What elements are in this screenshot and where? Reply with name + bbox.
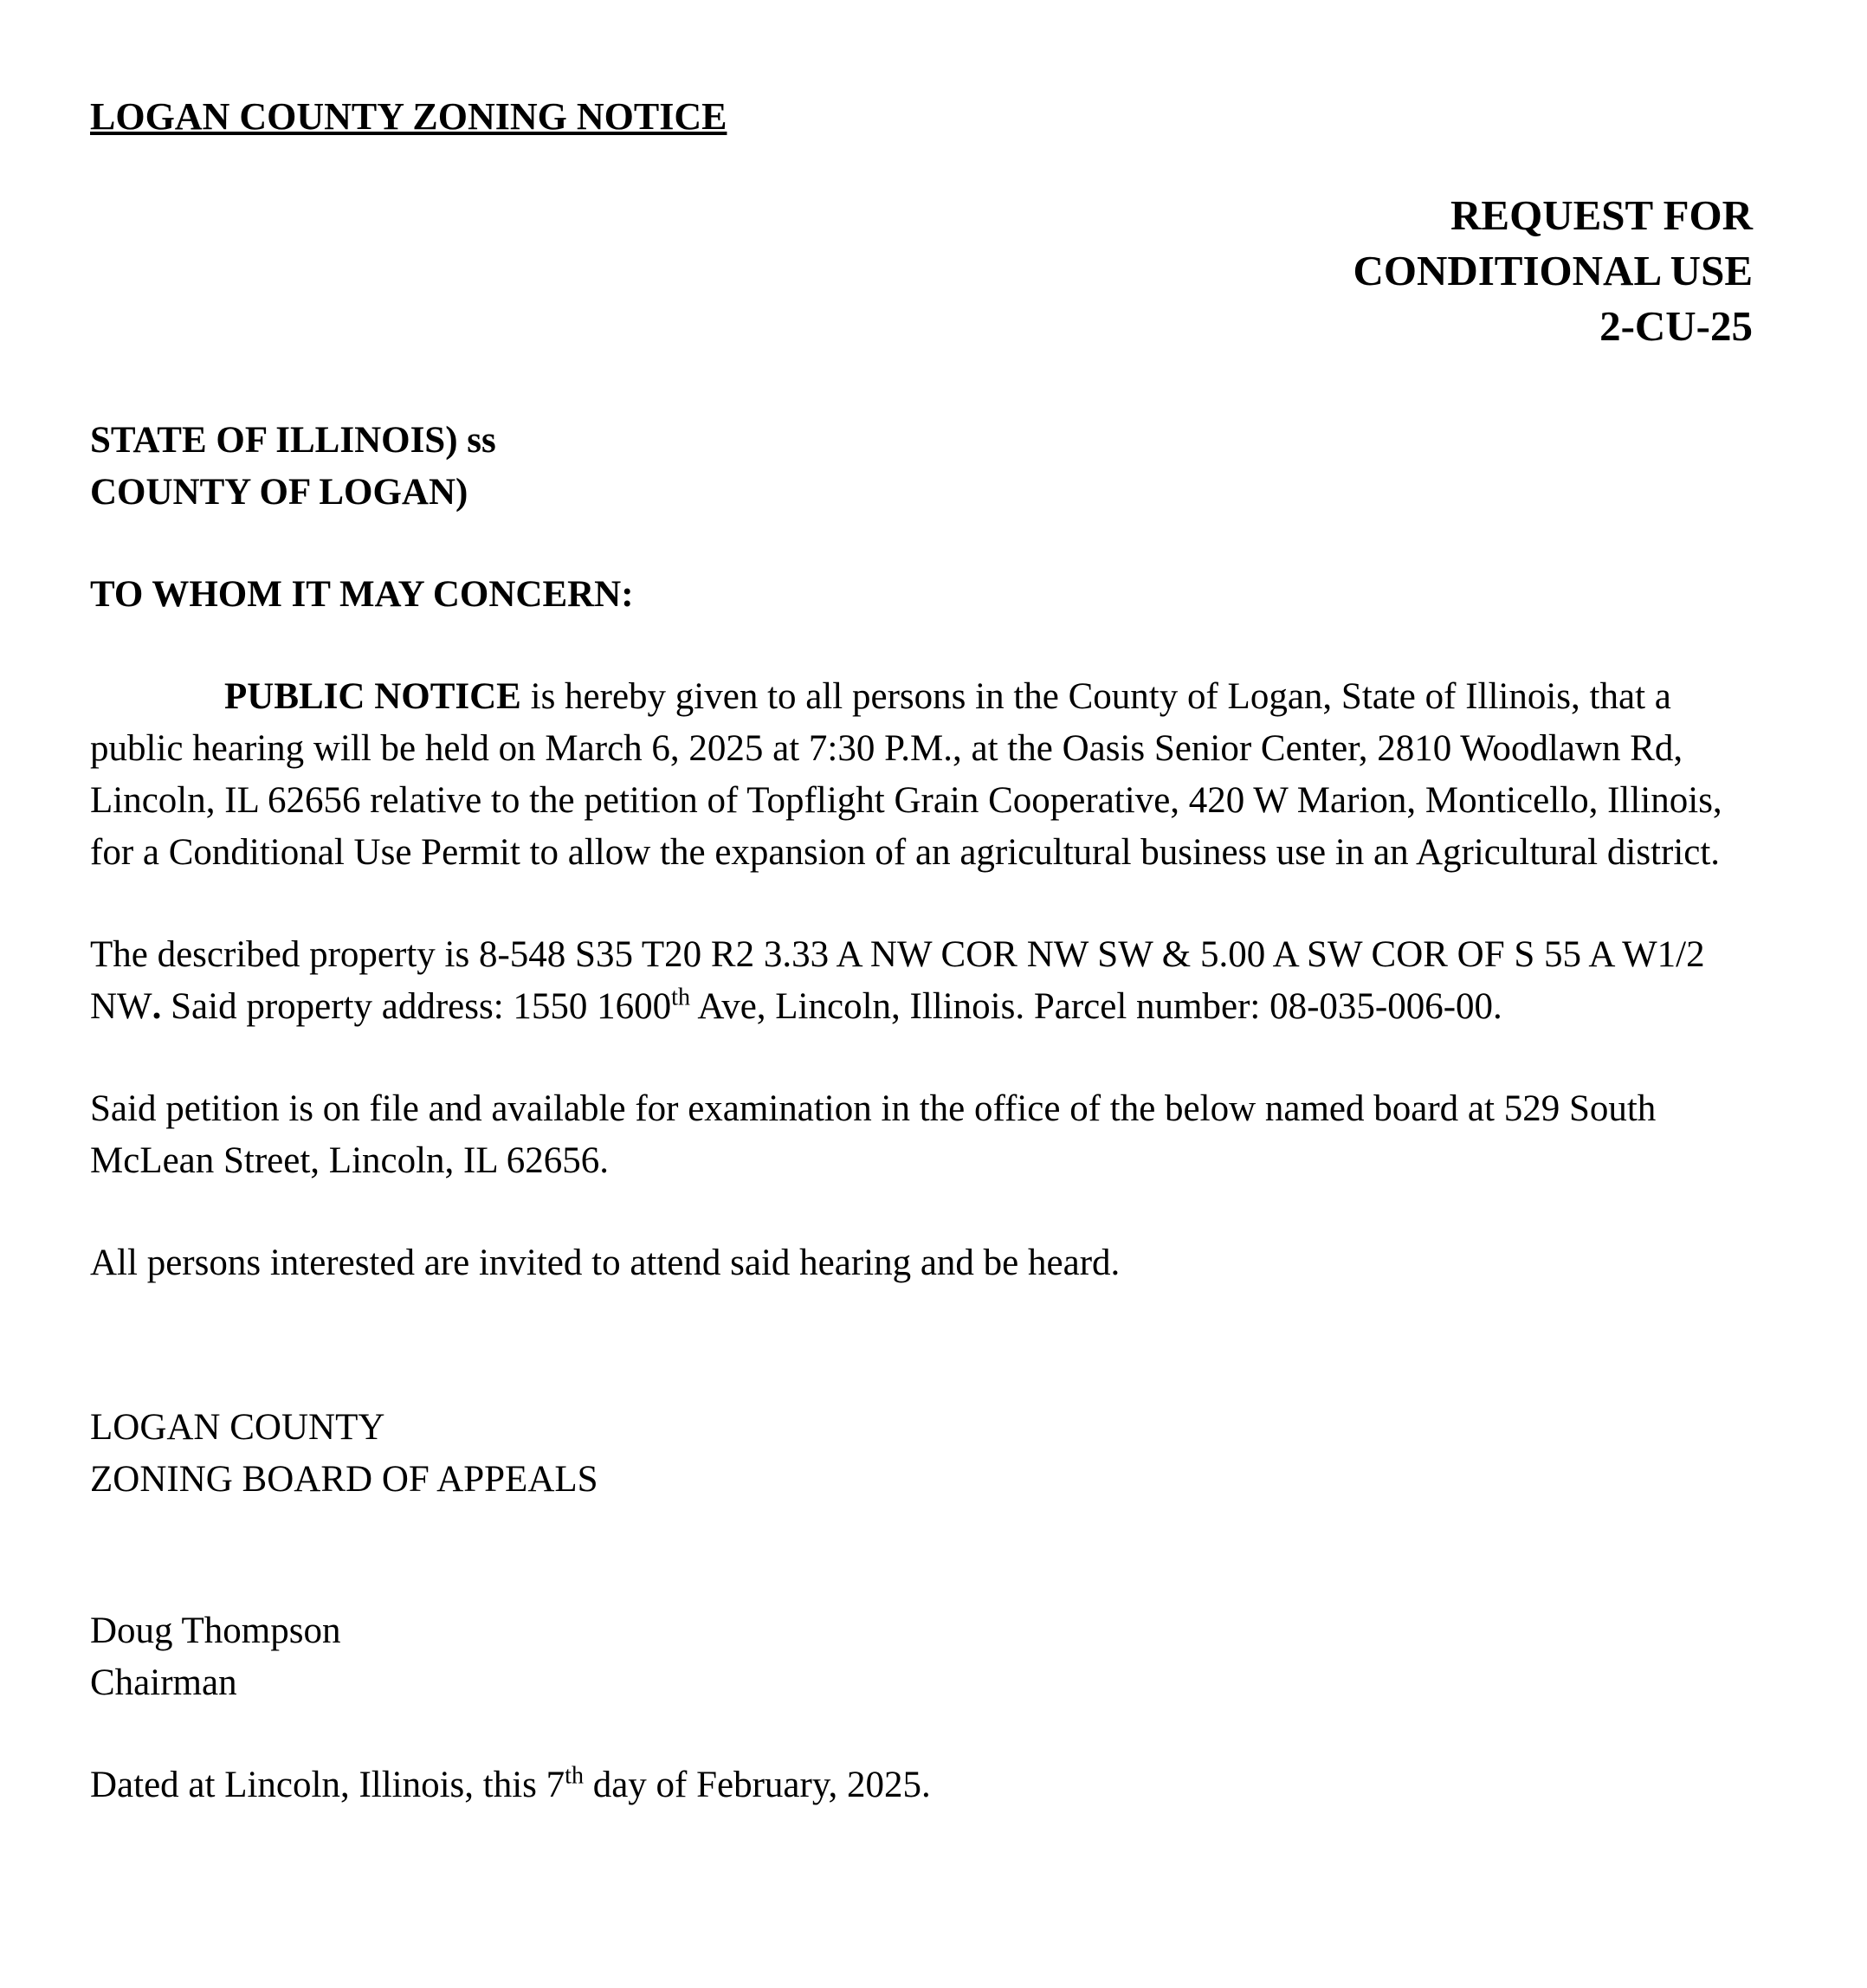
- ordinal-superscript-7th: th: [565, 1762, 584, 1790]
- property-description-part3: Ave, Lincoln, Illinois. Parcel number: 08-035-006-00.: [689, 986, 1502, 1027]
- dated-line: [90, 1759, 1753, 1811]
- county-line: COUNTY OF LOGAN): [90, 472, 468, 513]
- request-type-block: [90, 188, 1753, 354]
- property-description-bold-period: .: [152, 986, 162, 1027]
- property-description-part1: The described property is 8-548 S35 T20 R2 3.33 A NW COR NW SW & 5.00 A SW COR OF S 55 A W1/2 NW: [90, 934, 1705, 1027]
- jurisdiction-block: [90, 415, 1753, 519]
- salutation: TO WHOM IT MAY CONCERN:: [90, 574, 634, 615]
- dated-line-part2: day of February, 2025.: [583, 1765, 931, 1805]
- public-notice-paragraph: [90, 671, 1753, 879]
- request-line-1: REQUEST FOR: [1450, 191, 1753, 239]
- board-name-line-1: LOGAN COUNTY: [90, 1407, 385, 1448]
- signature-block: [90, 1605, 1753, 1709]
- invitation-paragraph: All persons interested are invited to attend said hearing and be heard.: [90, 1242, 1121, 1283]
- state-line: STATE OF ILLINOIS) ss: [90, 420, 496, 461]
- signatory-name: Doug Thompson: [90, 1610, 341, 1651]
- board-name-line-2: ZONING BOARD OF APPEALS: [90, 1459, 598, 1500]
- public-notice-lead: PUBLIC NOTICE: [224, 676, 521, 717]
- ordinal-superscript-1600th: th: [671, 984, 690, 1011]
- board-name-block: [90, 1402, 1753, 1506]
- case-number: 2-CU-25: [1599, 302, 1753, 350]
- property-description-paragraph: [90, 929, 1753, 1033]
- request-line-2: CONDITIONAL USE: [1353, 247, 1753, 294]
- public-notice-body: is hereby given to all persons in the County of Logan, State of Illinois, that a public hearing will be held on March 6, 2025 at 7:30 P.M., at the Oasis Senior Center, 2810 Woodlawn Rd, Lincoln, IL 62656 relative to the petition of Topflight Grain Cooperative, 420 W Marion, Monticello, Illinois, for a Conditional Use Permit to allow the expansion of an agricultural business use in an Agricultural district.: [90, 676, 1722, 873]
- petition-file-paragraph: Said petition is on file and available for examination in the office of the below named board at 529 South McLean Street, Lincoln, IL 62656.: [90, 1088, 1657, 1181]
- signatory-title: Chairman: [90, 1662, 237, 1703]
- property-description-part2: Said property address: 1550 1600: [161, 986, 672, 1027]
- dated-line-part1: Dated at Lincoln, Illinois, this 7: [90, 1765, 565, 1805]
- document-title: LOGAN COUNTY ZONING NOTICE: [90, 95, 727, 138]
